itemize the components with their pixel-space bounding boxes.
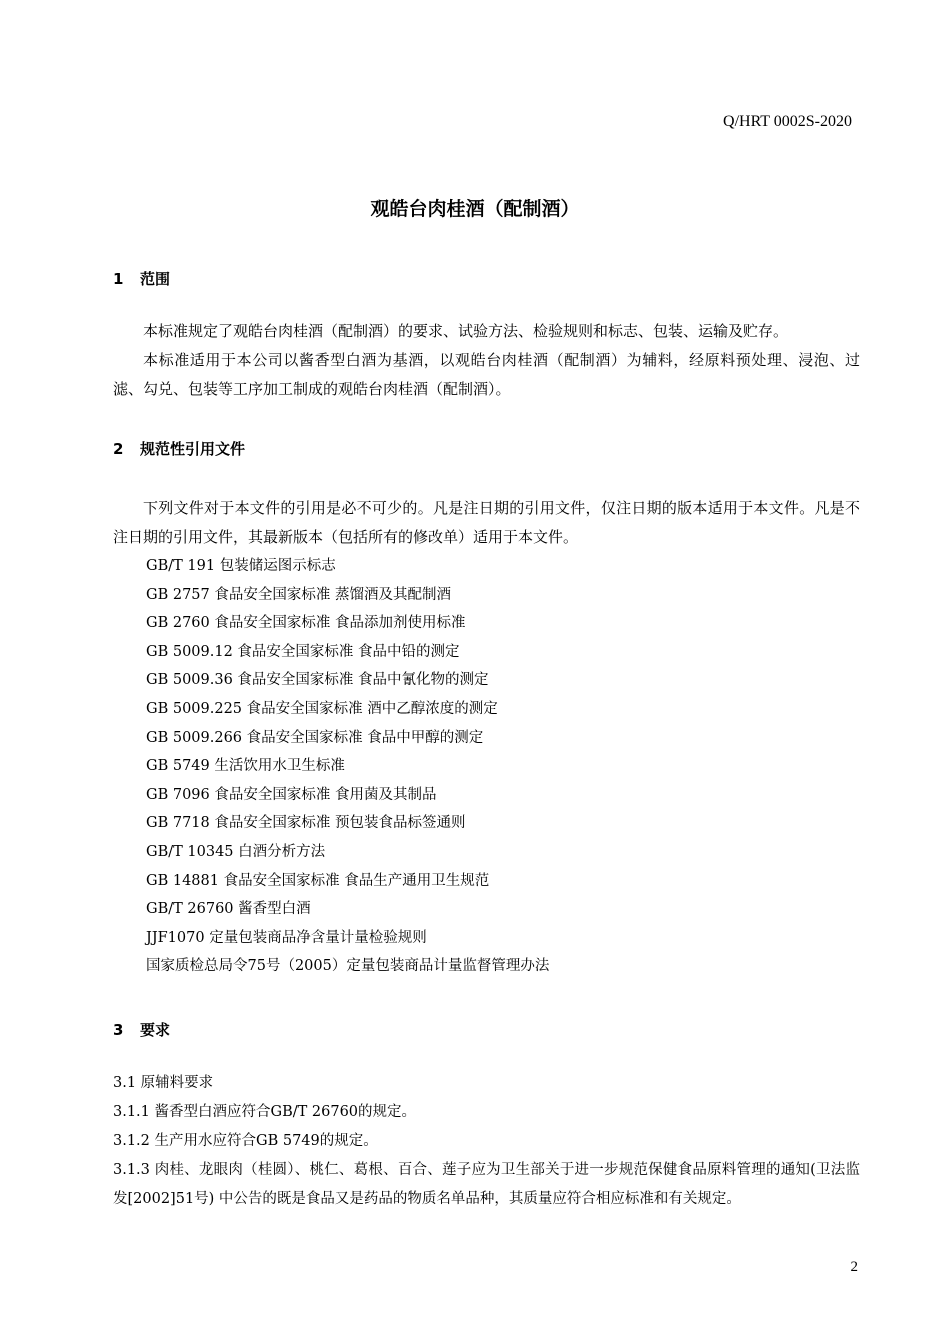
page-number: 2 xyxy=(850,1259,858,1275)
section-number: 1 xyxy=(113,270,124,288)
reference-list xyxy=(146,552,549,981)
reference-item: GB 5009.12 食品安全国家标准 食品中铅的测定 xyxy=(146,643,460,660)
reference-item: GB/T 26760 酱香型白酒 xyxy=(146,901,311,918)
section-1-heading xyxy=(113,268,170,289)
reference-item: GB 2760 食品安全国家标准 食品添加剂使用标准 xyxy=(146,615,466,632)
reference-item: JJF1070 定量包装商品净含量计量检验规则 xyxy=(146,929,427,946)
section-3-heading xyxy=(113,1019,170,1040)
reference-item: GB 7096 食品安全国家标准 食用菌及其制品 xyxy=(146,786,437,803)
section-number: 2 xyxy=(113,440,124,458)
clause-3-1-3: 3.1.3 肉桂、龙眼肉（桂圆）、桃仁、葛根、百合、莲子应为卫生部关于进一步规范保健食品原料管理的通知(卫法监发[2002]51号) 中公告的既是食品又是药品的物质名单品种，其质量应符合相应标准和有关规定。 xyxy=(113,1162,860,1207)
references-intro: 下列文件对于本文件的引用是必不可少的。凡是注日期的引用文件，仅注日期的版本适用于本文件。凡是不注日期的引用文件，其最新版本（包括所有的修改单）适用于本文件。 xyxy=(113,499,860,546)
section-title: 范围 xyxy=(140,270,171,288)
clause-3-1-2: 3.1.2 生产用水应符合GB 5749的规定。 xyxy=(113,1133,378,1149)
clause-3-1: 3.1 原辅料要求 xyxy=(113,1075,214,1091)
reference-item: GB/T 10345 白酒分析方法 xyxy=(146,843,326,860)
clause-3-1-1: 3.1.1 酱香型白酒应符合GB/T 26760的规定。 xyxy=(113,1104,417,1120)
section-title: 要求 xyxy=(140,1021,171,1039)
document-title: 观皓台肉桂酒（配制酒） xyxy=(370,198,580,220)
reference-item: GB 5009.225 食品安全国家标准 酒中乙醇浓度的测定 xyxy=(146,700,498,717)
reference-item: GB 14881 食品安全国家标准 食品生产通用卫生规范 xyxy=(146,872,490,889)
scope-paragraph-1: 本标准规定了观皓台肉桂酒（配制酒）的要求、试验方法、检验规则和标志、包装、运输及贮存。 xyxy=(143,322,789,340)
reference-item: GB 5009.36 食品安全国家标准 食品中氰化物的测定 xyxy=(146,672,489,689)
reference-item: GB 7718 食品安全国家标准 预包装食品标签通则 xyxy=(146,815,466,832)
document-code: Q/HRT 0002S-2020 xyxy=(723,113,852,130)
reference-item: GB 2757 食品安全国家标准 蒸馏酒及其配制酒 xyxy=(146,586,451,603)
reference-item: GB/T 191 包装储运图示标志 xyxy=(146,558,336,574)
section-2-heading xyxy=(113,438,245,459)
scope-paragraph-2: 本标准适用于本公司以酱香型白酒为基酒，以观皓台肉桂酒（配制酒）为辅料，经原料预处理、浸泡、过滤、勾兑、包装等工序加工制成的观皓台肉桂酒（配制酒）。 xyxy=(113,351,860,398)
reference-item: GB 5749 生活饮用水卫生标准 xyxy=(146,758,345,775)
reference-item: GB 5009.266 食品安全国家标准 食品中甲醇的测定 xyxy=(146,729,484,746)
section-title: 规范性引用文件 xyxy=(140,440,246,458)
section-number: 3 xyxy=(113,1021,124,1039)
reference-item: 国家质检总局令75号（2005）定量包装商品计量监督管理办法 xyxy=(146,958,550,975)
